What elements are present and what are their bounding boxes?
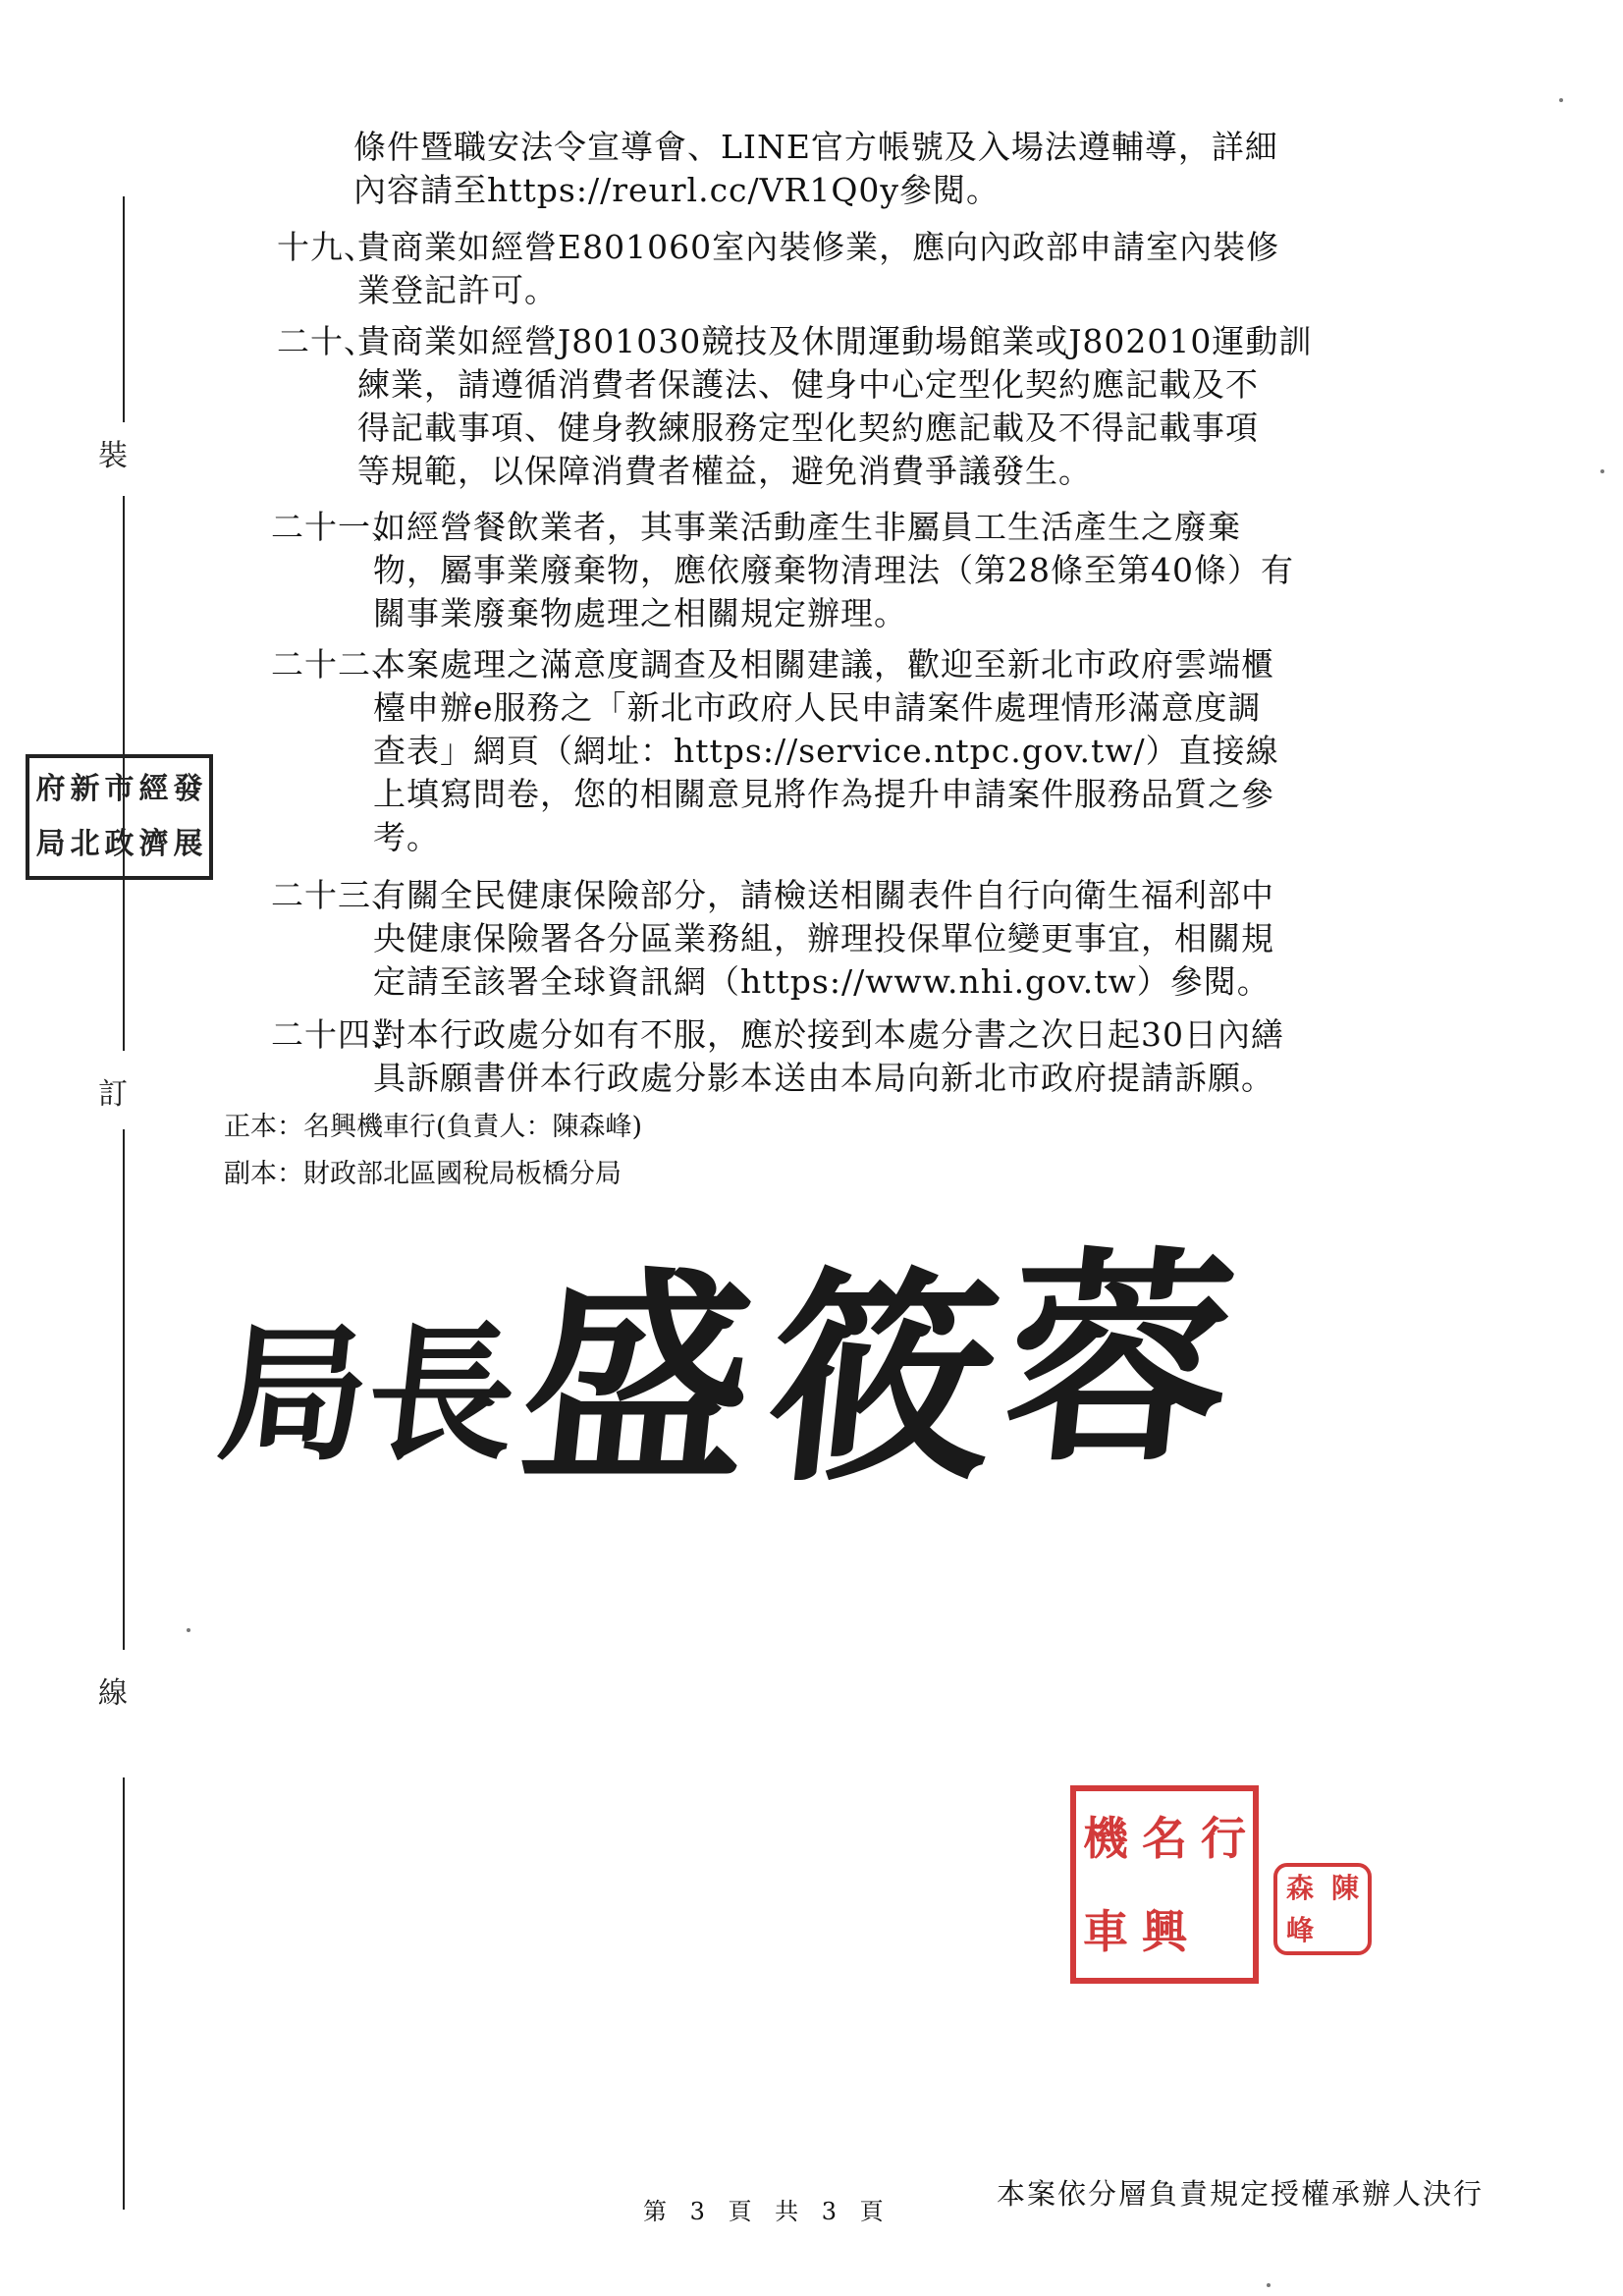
primary-recipient: 正本：名興機車行(負責人：陳森峰) [224, 1112, 643, 1142]
item-text: 貴商業如經營E801060室內裝修業，應向內政部申請室內裝修 業登記許可。 [357, 228, 1280, 309]
seal-lettering: 展 [173, 827, 203, 861]
seal-lettering: 陳 [1330, 1871, 1359, 1904]
item-number: 二十二、 [271, 645, 405, 683]
item-number: 二十、 [277, 322, 377, 360]
seal-lettering: 府 [35, 772, 66, 806]
secondary-recipient: 副本：財政部北區國稅局板橋分局 [224, 1159, 622, 1189]
agency-seal [26, 754, 213, 880]
item-21 [271, 506, 1294, 635]
binding-line [123, 1129, 125, 1650]
seal-lettering: 峰 [1285, 1913, 1314, 1946]
seal-lettering: 局 [35, 827, 66, 861]
person-seal [1273, 1863, 1372, 1955]
seal-lettering: 北 [70, 827, 100, 861]
item-text: 條件暨職安法令宣導會、LINE官方帳號及入場法遵輔導，詳細 內容請至https://reurl.cc/VR1Q0y參閱。 [353, 128, 1278, 209]
director-title: 局長 [211, 1308, 525, 1481]
item-number: 十九、 [277, 228, 377, 266]
body-continuation [353, 126, 1278, 212]
seal-lettering: 森 [1285, 1871, 1314, 1904]
binding-line [123, 196, 125, 422]
item-number: 二十四、 [271, 1015, 405, 1054]
authorization-note: 本案依分層負責規定授權承辦人決行 [997, 2177, 1485, 2211]
item-19 [277, 226, 1279, 312]
item-text: 對本行政處分如有不服，應於接到本處分書之次日起30日內繕 具訴願書併本行政處分影本送由本局向新北市政府提請訴願。 [373, 1015, 1284, 1097]
item-text: 如經營餐飲業者，其事業活動產生非屬員工生活產生之廢棄 物，屬事業廢棄物，應依廢棄物清理法（第28條至第40條）有 關事業廢棄物處理之相關規定辦理。 [373, 508, 1294, 632]
seal-lettering: 行 [1201, 1811, 1246, 1865]
item-text: 貴商業如經營J801030競技及休閒運動場館業或J802010運動訓 練業，請遵循消費者保護法、健身中心定型化契約應記載及不 得記載事項、健身教練服務定型化契約應記載及不得記載事項 等規範，以保障消費者權益，避免消費爭議發生。 [357, 322, 1313, 490]
item-20 [277, 320, 1312, 493]
director-name-1: 盛 [511, 1247, 766, 1512]
seal-lettering: 發 [173, 772, 203, 806]
item-23 [271, 874, 1274, 1004]
scan-speck [187, 1628, 190, 1632]
seal-lettering: 機 [1083, 1811, 1128, 1865]
item-22 [271, 643, 1279, 859]
director-name-3: 蓉 [992, 1228, 1247, 1493]
binding-line [123, 1777, 125, 2210]
binding-char-ding: 訂 [98, 1077, 128, 1112]
seal-lettering: 政 [104, 827, 135, 861]
seal-lettering: 新 [70, 772, 100, 806]
director-signature [211, 1228, 1252, 1542]
scan-speck [1600, 469, 1604, 473]
binding-char-xian: 線 [98, 1676, 128, 1711]
binding-char-zhuang: 裝 [98, 439, 128, 473]
page-number: 第 3 頁 共 3 頁 [643, 2198, 892, 2225]
item-text: 有關全民健康保險部分，請檢送相關表件自行向衛生福利部中 央健康保險署各分區業務組，辦理投保單位變更事宜，相關規 定請至該署全球資訊網（https://www.nhi.gov.tw）參閱。 [373, 876, 1274, 1001]
director-name-2: 筱 [756, 1247, 1011, 1512]
seal-lettering: 經 [138, 772, 169, 806]
company-seal [1070, 1785, 1259, 1984]
item-24 [271, 1013, 1284, 1100]
seal-lettering: 濟 [138, 827, 169, 861]
seal-lettering: 市 [104, 772, 135, 806]
seal-lettering: 名 [1142, 1811, 1187, 1865]
scan-speck [1559, 98, 1563, 102]
seal-lettering: 車 [1083, 1904, 1128, 1958]
scan-speck [1267, 2283, 1271, 2287]
item-text: 本案處理之滿意度調查及相關建議，歡迎至新北市政府雲端櫃 檯申辦e服務之「新北市政府人民申請案件處理情形滿意度調 查表」網頁（網址：https://service.ntpc.gov.tw/）直接線 上填寫問卷，您的相關意見將作為提升申請案件服務品質之參 考。 [373, 645, 1279, 856]
seal-lettering: 興 [1142, 1904, 1187, 1958]
item-number: 二十一、 [271, 508, 405, 546]
item-number: 二十三、 [271, 876, 405, 914]
